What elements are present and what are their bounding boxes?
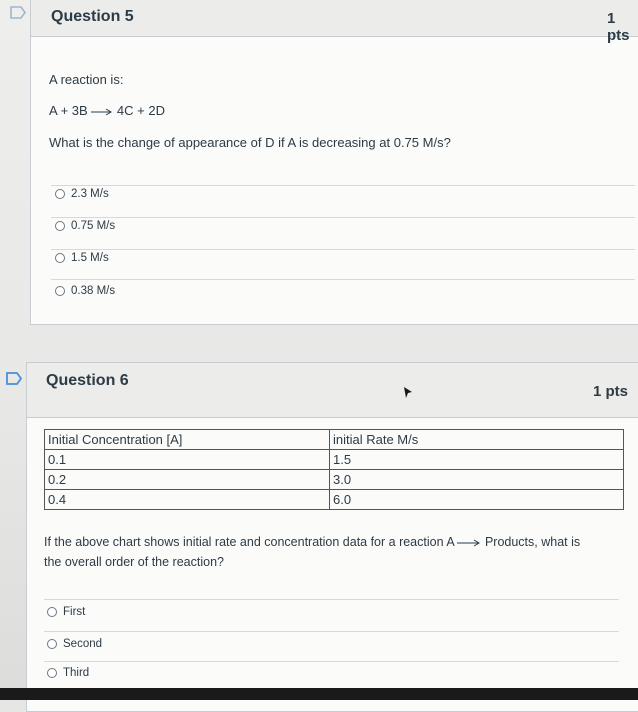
answer-label: 2.3 M/s [71, 188, 109, 200]
radio-button[interactable] [55, 189, 65, 199]
radio-button[interactable] [47, 607, 57, 617]
answer-divider [44, 599, 619, 600]
question-6-header [27, 363, 638, 418]
answer-option[interactable] [55, 220, 115, 232]
answer-option[interactable] [47, 638, 102, 650]
question-6-text-part2: Products, what is [484, 535, 581, 549]
mouse-cursor-icon [402, 386, 414, 400]
table-cell: 0.4 [45, 490, 330, 510]
radio-button[interactable] [47, 668, 57, 678]
question-5-header [31, 0, 638, 44]
table-header-rate: initial Rate M/s [330, 430, 624, 450]
answer-divider [51, 185, 635, 186]
table-cell: 1.5 [330, 450, 624, 470]
radio-button[interactable] [55, 286, 65, 296]
answer-label: 0.38 M/s [71, 285, 116, 297]
question-5-title: Question 5 [51, 8, 134, 25]
flag-question-icon[interactable] [10, 6, 26, 19]
reaction-arrow-icon [91, 108, 113, 116]
table-row [45, 490, 624, 510]
table-cell: 6.0 [330, 490, 624, 510]
radio-button[interactable] [47, 639, 57, 649]
table-cell: 0.2 [45, 470, 330, 490]
answer-option[interactable] [55, 285, 115, 297]
radio-button[interactable] [55, 221, 65, 231]
question-5-card [30, 0, 638, 325]
question-5-equation [49, 103, 165, 118]
question-5-points: 1 pts [607, 10, 630, 44]
question-5-text: What is the change of appearance of D if A is decreasing at 0.75 M/s? [49, 135, 451, 150]
answer-divider [51, 217, 635, 218]
answer-label: Third [63, 667, 90, 679]
radio-button[interactable] [55, 253, 65, 263]
data-table [44, 429, 624, 510]
answer-divider [44, 661, 619, 662]
table-cell: 0.1 [45, 450, 330, 470]
bottom-edge [0, 688, 638, 700]
question-6-text-line2: the overall order of the reaction? [44, 555, 224, 569]
answer-divider [51, 249, 635, 250]
table-cell: 3.0 [330, 470, 624, 490]
equation-products: 4C + 2D [116, 103, 165, 118]
table-row [45, 470, 624, 490]
question-6-text-part1: If the above chart shows initial rate and concentration data for a reaction A [44, 535, 454, 549]
question-6-title: Question 6 [46, 372, 129, 389]
reaction-arrow-icon [457, 539, 481, 547]
answer-divider [44, 631, 619, 632]
table-row [45, 430, 624, 450]
table-header-concentration: Initial Concentration [A] [45, 430, 330, 450]
answer-label: First [63, 606, 86, 618]
answer-option[interactable] [47, 667, 89, 679]
question-6-text [44, 535, 580, 549]
answer-option[interactable] [55, 188, 109, 200]
question-6-points: 1 pts [593, 383, 629, 400]
flag-question-icon[interactable] [6, 372, 22, 385]
answer-label: 1.5 M/s [71, 252, 109, 264]
table-row [45, 450, 624, 470]
answer-label: 0.75 M/s [71, 220, 116, 232]
equation-reactants: A + 3B [49, 103, 88, 118]
answer-option[interactable] [55, 252, 109, 264]
question-6-card [26, 362, 638, 712]
answer-label: Second [63, 638, 103, 650]
answer-option[interactable] [47, 606, 85, 618]
question-5-intro: A reaction is: [49, 72, 124, 87]
answer-divider [51, 279, 635, 280]
